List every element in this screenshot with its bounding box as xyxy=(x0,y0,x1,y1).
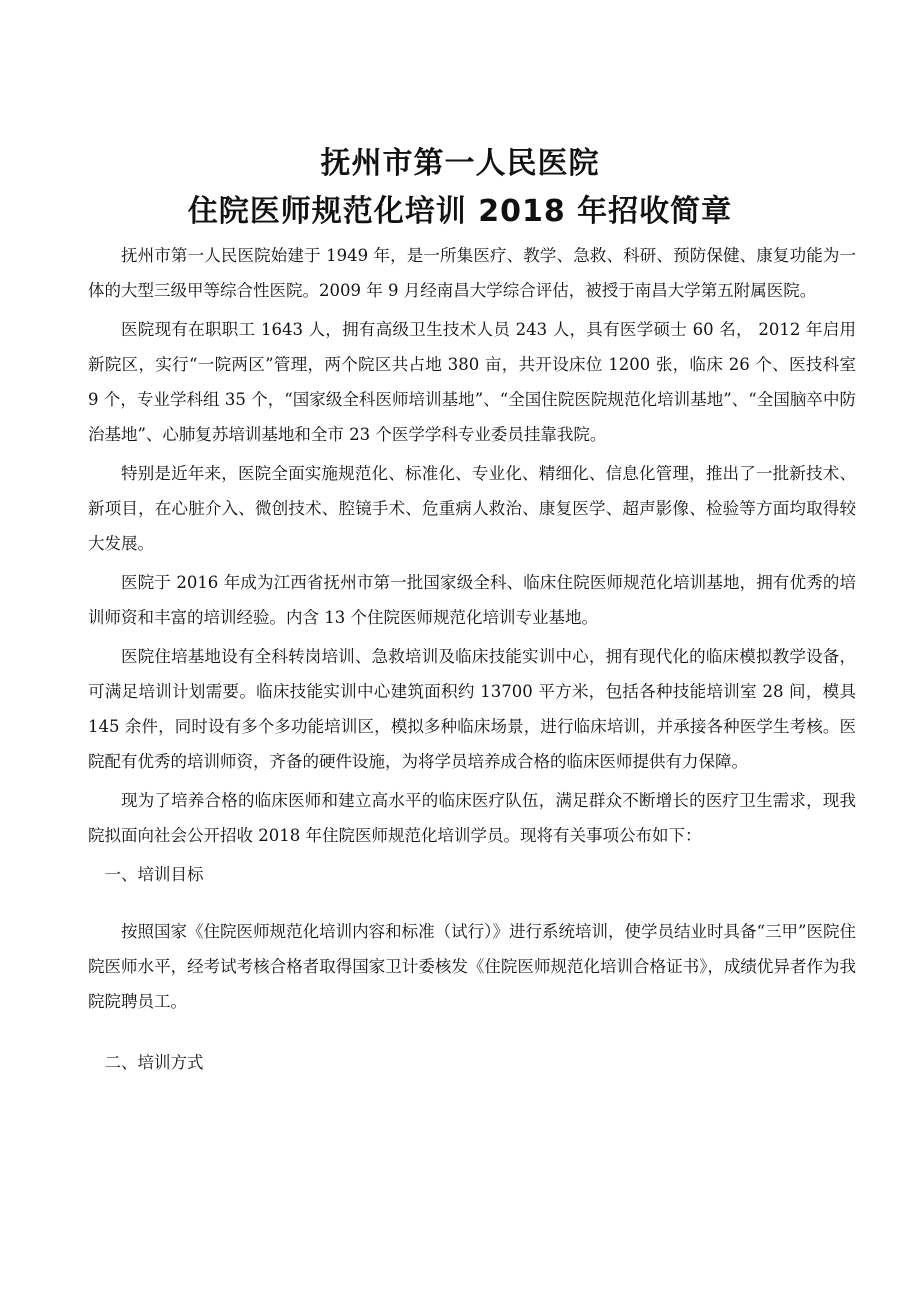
title-recruitment-notice: 住院医师规范化培训 2018 年招收简章 xyxy=(187,194,733,229)
section-text-training-goal: 按照国家《住院医师规范化培训内容和标准（试行）》进行系统培训，使学员结业时具备“三甲”医院住院医师水平，经考试考核合格者取得国家卫计委核发《住院医师规范化培训合格证书》，成绩优异者作为我院院聘员工。 xyxy=(88,922,856,1011)
section-heading-training-goal: 一、培训目标 xyxy=(104,865,204,884)
paragraph-training-center: 医院住培基地设有全科转岗培训、急救培训及临床技能实训中心，拥有现代化的临床模拟教学设备，可满足培训计划需要。临床技能实训中心建筑面积约 13700 平方米，包括各种技能培训室 28 间，模具 145 余件，同时设有多个多功能培训区，模拟多种临床场景，进行临床培训，并承接各种医学生考核。医院配有优秀的培训师资，齐备的硬件设施，为将学员培养成合格的临床医师提供有力保障。 xyxy=(88,647,856,771)
paragraph-hospital-history: 抚州市第一人民医院始建于 1949 年，是一所集医疗、教学、急救、科研、预防保健、康复功能为一体的大型三级甲等综合性医院。2009 年 9 月经南昌大学综合评估，被授于南昌大学第五附属医院。 xyxy=(88,246,856,300)
document-title xyxy=(0,140,920,236)
paragraph-recruitment-intro: 现为了培养合格的临床医师和建立高水平的临床医疗队伍，满足群众不断增长的医疗卫生需求，现我院拟面向社会公开招收 2018 年住院医师规范化培训学员。现将有关事项公布如下： xyxy=(88,791,856,845)
document-body xyxy=(88,238,856,1080)
paragraph-recent-development: 特别是近年来，医院全面实施规范化、标准化、专业化、精细化、信息化管理，推出了一批新技术、新项目，在心脏介入、微创技术、腔镜手术、危重病人救治、康复医学、超声影像、检验等方面均取得较大发展。 xyxy=(88,464,856,553)
section-heading-training-method: 二、培训方式 xyxy=(104,1053,204,1072)
paragraph-training-base: 医院于 2016 年成为江西省抚州市第一批国家级全科、临床住院医师规范化培训基地，拥有优秀的培训师资和丰富的培训经验。内含 13 个住院医师规范化培训专业基地。 xyxy=(88,573,856,627)
title-hospital-name: 抚州市第一人民医院 xyxy=(320,146,600,181)
paragraph-staff-and-facilities: 医院现有在职职工 1643 人，拥有高级卫生技术人员 243 人，具有医学硕士 60 名， 2012 年启用新院区，实行“一院两区”管理，两个院区共占地 380 亩，共开设床位 1200 张，临床 26 个、医技科室 9 个，专业学科组 35 个，“国家级全科医师培训基地”、“全国住院医院规范化培训基地”、“全国脑卒中防治基地”、心肺复苏培训基地和全市 23 个医学学科专业委员挂靠我院。 xyxy=(88,320,856,444)
